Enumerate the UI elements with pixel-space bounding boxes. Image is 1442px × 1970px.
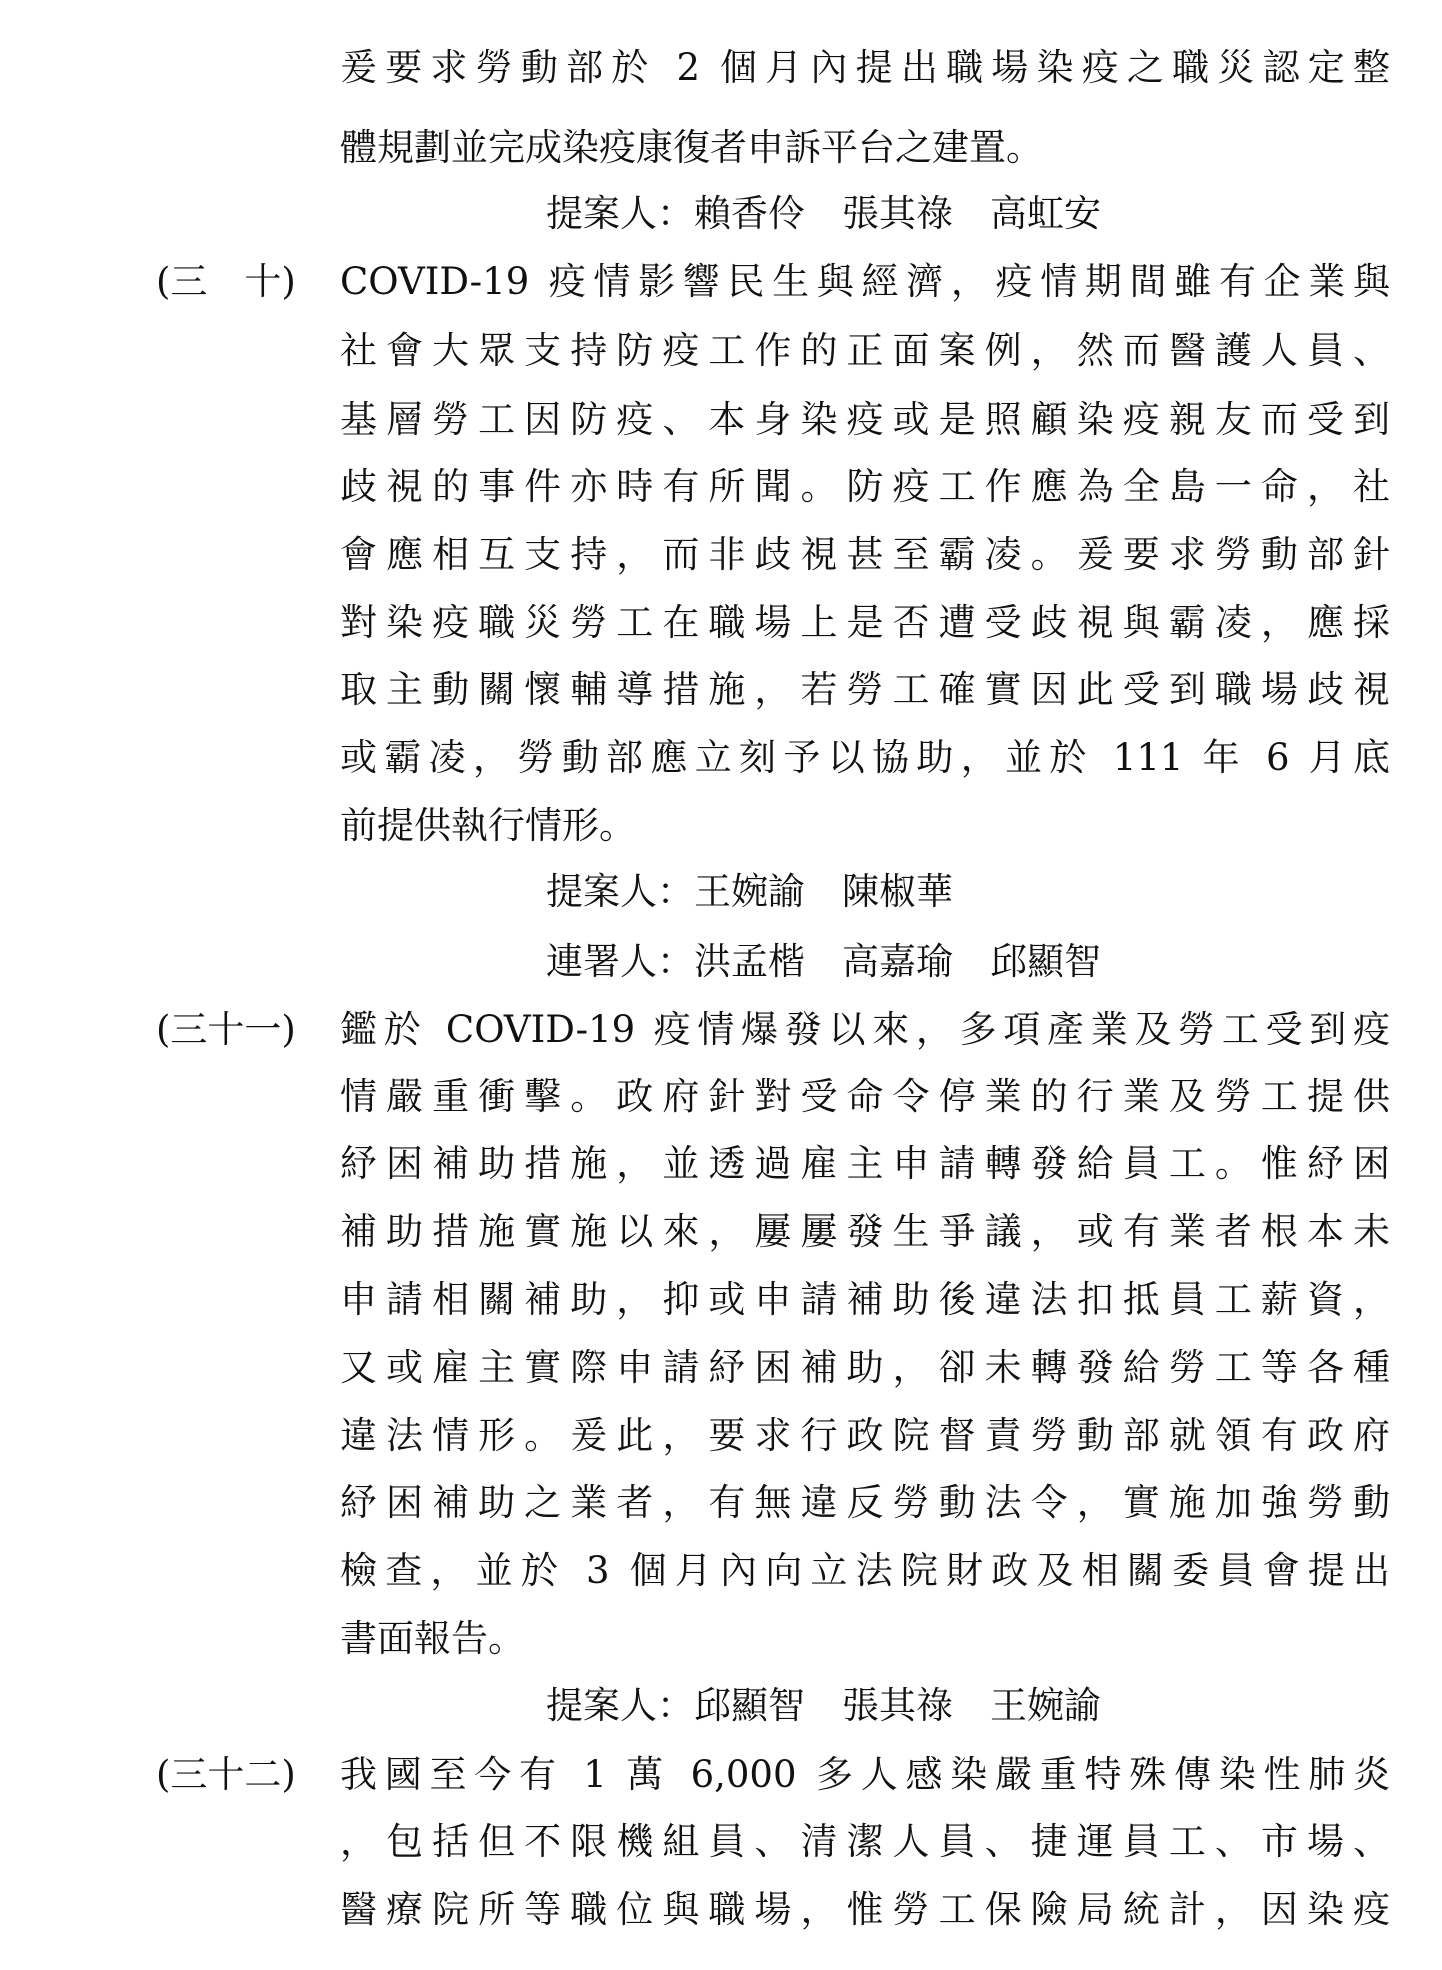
item-30-signer-2: 連署人：洪孟楷 高嘉瑜 邱顯智 [546,940,1101,983]
item-31-line-8: 紓困補助之業者，有無違反勞動法令，實施加強勞動 [340,1481,1390,1524]
item-31-line-3: 紓困補助措施，並透過雇主申請轉發給員工。惟紓困 [340,1142,1390,1185]
item-32-line-1: 我國至今有 1 萬 6,000 多人感染嚴重特殊傳染性肺炎 [340,1753,1390,1796]
item-30-signer-1: 提案人：王婉諭 陳椒華 [546,870,953,913]
item-31-line-7: 違法情形。爰此，要求行政院督責勞動部就領有政府 [340,1414,1390,1457]
item-30-line-5: 會應相互支持，而非歧視甚至霸凌。爰要求勞動部針 [340,533,1390,576]
item-30-line-3: 基層勞工因防疫、本身染疫或是照顧染疫親友而受到 [340,398,1390,441]
item-31-line-6: 又或雇主實際申請紓困補助，卻未轉發給勞工等各種 [340,1346,1390,1389]
item-31-line-10: 書面報告。 [340,1617,525,1660]
item-32-line-2: ，包括但不限機組員、清潔人員、捷運員工、市場、 [340,1820,1390,1863]
item-31-signer-1: 提案人：邱顯智 張其祿 王婉諭 [546,1684,1101,1727]
item-30-line-4: 歧視的事件亦時有所聞。防疫工作應為全島一命，社 [340,465,1390,508]
intro-line-2: 體規劃並完成染疫康復者申訴平台之建置。 [340,126,1043,169]
item-31-line-9: 檢查，並於 3 個月內向立法院財政及相關委員會提出 [340,1549,1390,1592]
item-30-line-9: 前提供執行情形。 [340,804,636,847]
item-30-marker: (三 十) [156,260,296,303]
item-31-marker: (三十一) [156,1008,296,1051]
item-31-line-2: 情嚴重衝擊。政府針對受命令停業的行業及勞工提供 [340,1075,1390,1118]
item-31-line-1: 鑑於 COVID-19 疫情爆發以來，多項產業及勞工受到疫 [340,1008,1390,1051]
item-31-line-4: 補助措施實施以來，屢屢發生爭議，或有業者根本未 [340,1210,1390,1253]
item-30-line-8: 或霸凌，勞動部應立刻予以協助，並於 111 年 6 月底 [340,736,1390,779]
item-30-line-2: 社會大眾支持防疫工作的正面案例，然而醫護人員、 [340,329,1390,372]
item-31-line-5: 申請相關補助，抑或申請補助後違法扣抵員工薪資， [340,1278,1390,1321]
item-30-line-7: 取主動關懷輔導措施，若勞工確實因此受到職場歧視 [340,668,1390,711]
intro-signer-1: 提案人：賴香伶 張其祿 高虹安 [546,192,1101,235]
item-30-line-1: COVID-19 疫情影響民生與經濟，疫情期間雖有企業與 [340,260,1390,303]
item-30-line-6: 對染疫職災勞工在職場上是否遭受歧視與霸凌，應採 [340,601,1390,644]
intro-line-1: 爰要求勞動部於 2 個月內提出職場染疫之職災認定整 [340,46,1390,89]
item-32-line-3: 醫療院所等職位與職場，惟勞工保險局統計，因染疫 [340,1888,1390,1931]
item-32-marker: (三十二) [156,1753,296,1796]
